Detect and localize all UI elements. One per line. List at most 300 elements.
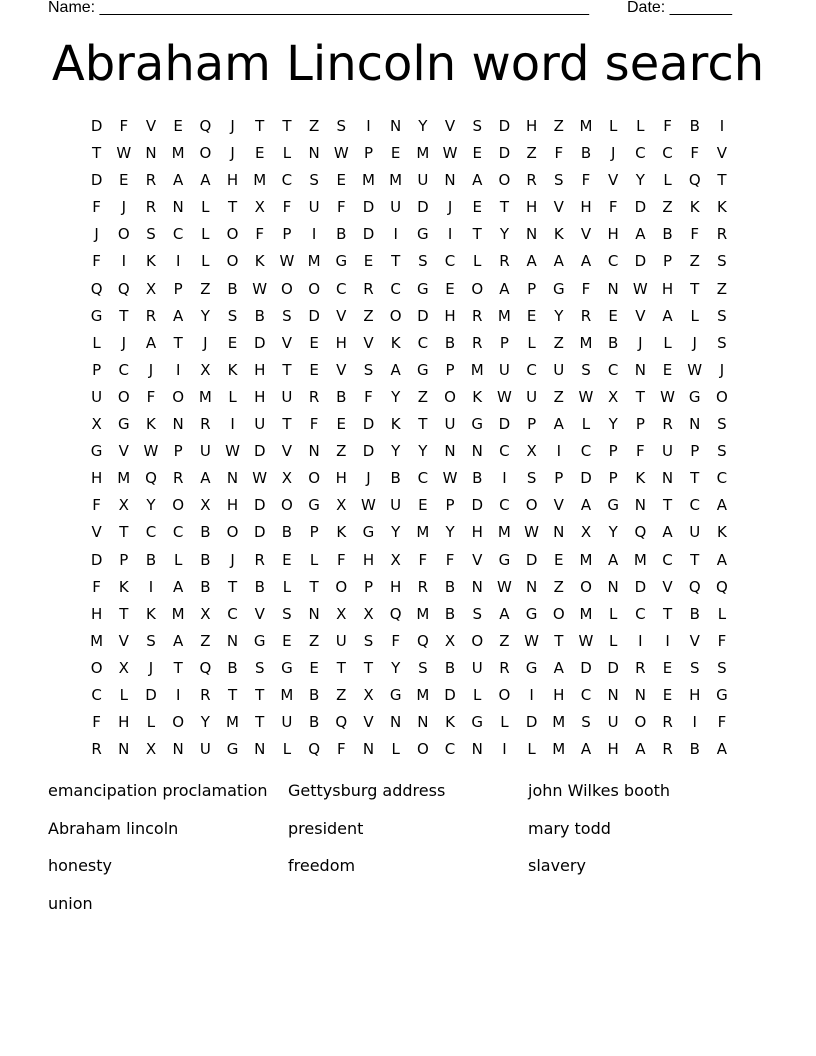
grid-letter: Y <box>554 306 564 325</box>
grid-letter: R <box>363 279 374 298</box>
grid-letter: U <box>553 360 565 379</box>
grid-letter: M <box>198 387 212 406</box>
grid-letter: T <box>173 333 183 352</box>
grid-letter: J <box>203 333 208 352</box>
grid-letter: N <box>417 713 429 732</box>
grid-letter: R <box>499 658 510 677</box>
grid-letter: B <box>689 604 700 623</box>
grid-letter: I <box>175 252 181 271</box>
grid-letter: R <box>580 306 592 325</box>
grid-letter: E <box>309 658 319 677</box>
grid-letter: T <box>227 577 238 596</box>
grid-letter: T <box>635 387 645 406</box>
grid-letter: B <box>254 306 265 325</box>
grid-letter: A <box>173 577 184 596</box>
grid-letter: D <box>607 658 619 677</box>
grid-letter: Z <box>553 333 564 352</box>
grid-letter: N <box>525 577 538 596</box>
grid-letter: K <box>445 713 455 732</box>
grid-letter: X <box>444 631 456 650</box>
grid-letter: O <box>117 387 130 406</box>
grid-letter: A <box>145 333 157 352</box>
grid-letter: C <box>145 523 157 542</box>
grid-letter: A <box>499 604 510 623</box>
grid-letter: O <box>716 387 728 406</box>
grid-letter: C <box>417 469 429 488</box>
grid-letter: T <box>227 198 238 217</box>
grid-letter: M <box>579 550 593 569</box>
grid-letter: A <box>390 360 401 379</box>
grid-letter: I <box>311 225 317 244</box>
grid-letter: K <box>227 360 238 379</box>
grid-letter: P <box>527 415 537 434</box>
grid-letter: R <box>635 658 646 677</box>
grid-letter: U <box>91 387 103 406</box>
grid-letter: A <box>553 415 564 434</box>
grid-letter: F <box>364 387 373 406</box>
grid-letter: N <box>172 415 184 434</box>
grid-letter: X <box>145 279 157 298</box>
grid-letter: E <box>526 306 537 325</box>
grid-letter: P <box>663 252 673 271</box>
grid-letter: Q <box>335 713 348 732</box>
grid-letter: S <box>146 631 156 650</box>
grid-letter: N <box>308 604 320 623</box>
grid-letter: Z <box>308 117 320 135</box>
grid-letter: F <box>146 387 156 406</box>
grid-letter: O <box>444 387 456 406</box>
grid-letter: P <box>527 279 537 298</box>
grid-letter: T <box>119 306 129 325</box>
grid-letter: T <box>717 171 727 190</box>
grid-letter: X <box>336 496 347 515</box>
grid-letter: R <box>472 306 483 325</box>
grid-letter: L <box>690 306 699 325</box>
grid-letter: Z <box>553 577 564 596</box>
grid-letter: Q <box>389 604 402 623</box>
grid-letter: U <box>526 387 538 406</box>
grid-letter: T <box>554 631 564 650</box>
grid-letter: D <box>634 577 647 596</box>
grid-letter: G <box>525 604 538 623</box>
grid-letter: H <box>118 713 130 732</box>
grid-letter: A <box>200 171 211 190</box>
grid-letter: Y <box>445 523 455 542</box>
grid-letter: E <box>554 550 564 569</box>
grid-letter: R <box>172 469 184 488</box>
grid-letter: W <box>442 144 458 163</box>
grid-letter: D <box>253 523 266 542</box>
grid-letter: B <box>444 333 456 352</box>
grid-letter: O <box>226 225 239 244</box>
grid-letter: G <box>308 496 320 515</box>
grid-letter: W <box>687 360 703 379</box>
grid-letter: A <box>472 171 483 190</box>
grid-letter: F <box>445 550 455 569</box>
word-list-item: mary todd <box>528 818 611 838</box>
grid-letter: Y <box>391 387 401 406</box>
grid-letter: D <box>417 306 429 325</box>
grid-letter: A <box>635 740 646 759</box>
grid-letter: A <box>662 306 673 325</box>
grid-letter: P <box>309 523 319 542</box>
grid-letter: T <box>336 658 346 677</box>
grid-letter: T <box>472 225 482 244</box>
grid-letter: E <box>472 198 482 217</box>
grid-letter: Q <box>90 279 103 298</box>
grid-letter: L <box>391 740 400 759</box>
grid-letter: B <box>444 604 456 623</box>
grid-letter: T <box>119 604 129 623</box>
grid-letter: H <box>607 740 619 759</box>
grid-letter: G <box>417 279 429 298</box>
grid-letter: C <box>118 360 130 379</box>
grid-letter: V <box>472 550 483 569</box>
grid-letter: K <box>146 415 156 434</box>
grid-letter: O <box>471 279 484 298</box>
grid-letter: J <box>230 550 235 569</box>
grid-letter: W <box>143 442 159 461</box>
grid-letter: P <box>499 333 509 352</box>
grid-letter: C <box>91 685 102 704</box>
grid-letter: T <box>391 252 401 271</box>
grid-letter: B <box>689 117 700 135</box>
grid-letter: X <box>145 740 157 759</box>
grid-letter: M <box>280 685 294 704</box>
grid-letter: K <box>689 198 700 217</box>
grid-letter: H <box>689 685 701 704</box>
grid-letter: R <box>499 252 510 271</box>
grid-letter: W <box>578 387 594 406</box>
grid-letter: Q <box>688 577 701 596</box>
grid-letter: H <box>90 604 103 623</box>
grid-letter: F <box>581 171 591 190</box>
grid-letter: L <box>146 713 156 732</box>
grid-letter: O <box>172 387 185 406</box>
grid-letter: K <box>118 577 129 596</box>
grid-letter: H <box>580 198 592 217</box>
grid-letter: N <box>226 469 239 488</box>
grid-letter: D <box>90 117 103 135</box>
grid-letter: L <box>608 604 618 623</box>
grid-letter: G <box>552 279 565 298</box>
grid-letter: R <box>308 387 320 406</box>
grid-letter: L <box>527 740 536 759</box>
grid-letter: C <box>499 496 510 515</box>
grid-letter: M <box>389 171 403 190</box>
grid-letter: D <box>362 198 375 217</box>
grid-letter: C <box>172 225 184 244</box>
grid-letter: M <box>416 604 430 623</box>
grid-letter: D <box>525 550 538 569</box>
grid-letter: L <box>636 117 645 135</box>
grid-letter: N <box>634 685 646 704</box>
grid-letter: E <box>390 144 401 163</box>
grid-letter: E <box>309 333 319 352</box>
grid-letter: N <box>145 144 157 163</box>
grid-letter: B <box>227 658 238 677</box>
grid-letter: K <box>390 415 401 434</box>
grid-letter: W <box>361 496 376 515</box>
grid-letter: E <box>608 306 618 325</box>
grid-letter: X <box>281 469 293 488</box>
grid-letter: C <box>635 604 646 623</box>
grid-letter: Q <box>634 523 647 542</box>
grid-letter: Z <box>553 387 564 406</box>
grid-letter: R <box>716 225 728 244</box>
grid-letter: F <box>92 252 101 271</box>
grid-letter: C <box>662 144 673 163</box>
grid-letter: F <box>690 225 700 244</box>
grid-letter: Y <box>418 117 428 135</box>
grid-letter: I <box>366 117 371 135</box>
grid-letter: L <box>92 333 101 352</box>
grid-letter: F <box>636 442 645 461</box>
grid-letter: K <box>716 523 727 542</box>
grid-letter: H <box>226 496 239 515</box>
grid-letter: T <box>282 360 292 379</box>
grid-letter: T <box>690 279 700 298</box>
grid-letter: V <box>336 360 347 379</box>
grid-letter: Y <box>608 523 618 542</box>
grid-letter: H <box>553 685 565 704</box>
grid-letter: S <box>363 631 374 650</box>
grid-letter: D <box>90 550 103 569</box>
grid-letter: L <box>663 171 672 190</box>
grid-letter: B <box>336 225 347 244</box>
grid-letter: O <box>389 306 402 325</box>
grid-letter: B <box>308 685 320 704</box>
grid-letter: I <box>230 415 235 434</box>
grid-letter: C <box>662 550 673 569</box>
grid-letter: E <box>309 360 319 379</box>
grid-letter: B <box>336 387 347 406</box>
grid-letter: M <box>171 144 185 163</box>
grid-letter: U <box>254 415 266 434</box>
grid-letter: F <box>717 631 727 650</box>
grid-letter: N <box>118 740 130 759</box>
grid-letter: A <box>716 550 728 569</box>
grid-letter: D <box>580 469 592 488</box>
grid-letter: I <box>447 225 453 244</box>
grid-letter: S <box>363 360 374 379</box>
grid-letter: A <box>580 496 592 515</box>
grid-letter: K <box>553 225 564 244</box>
grid-letter: H <box>226 171 239 190</box>
grid-letter: V <box>91 523 102 542</box>
grid-letter: D <box>498 415 511 434</box>
grid-letter: L <box>228 387 237 406</box>
grid-letter: Q <box>199 658 212 677</box>
grid-letter: K <box>254 252 265 271</box>
grid-letter: N <box>553 523 565 542</box>
grid-letter: H <box>607 225 619 244</box>
grid-letter: G <box>498 550 511 569</box>
grid-letter: C <box>444 740 456 759</box>
grid-letter: M <box>579 604 593 623</box>
grid-letter: D <box>308 306 320 325</box>
grid-letter: B <box>444 577 456 596</box>
grid-letter: X <box>91 415 102 434</box>
grid-letter: Y <box>391 658 401 677</box>
grid-letter: A <box>553 252 564 271</box>
grid-letter: A <box>200 469 211 488</box>
grid-letter: R <box>200 415 211 434</box>
grid-letter: P <box>690 442 700 461</box>
grid-letter: Z <box>336 685 347 704</box>
grid-letter: L <box>473 252 482 271</box>
grid-letter: I <box>502 740 507 759</box>
grid-letter: T <box>662 496 673 515</box>
grid-letter: E <box>173 117 183 135</box>
grid-letter: B <box>227 279 238 298</box>
grid-letter: W <box>116 144 132 163</box>
grid-letter: Z <box>200 631 211 650</box>
grid-letter: Z <box>499 631 510 650</box>
grid-letter: G <box>389 685 402 704</box>
grid-letter: M <box>416 144 430 163</box>
grid-letter: B <box>200 523 211 542</box>
grid-letter: S <box>418 658 428 677</box>
grid-letter: W <box>279 252 295 271</box>
grid-letter: R <box>662 740 673 759</box>
grid-letter: W <box>496 577 512 596</box>
grid-letter: G <box>117 415 130 434</box>
word-list-item: Abraham lincoln <box>48 818 179 838</box>
grid-letter: J <box>148 658 154 677</box>
grid-letter: E <box>472 144 482 163</box>
grid-letter: E <box>336 171 347 190</box>
grid-letter: Y <box>146 496 156 515</box>
grid-letter: J <box>230 117 235 135</box>
grid-letter: N <box>390 117 402 135</box>
grid-letter: M <box>497 306 511 325</box>
grid-letter: N <box>308 144 320 163</box>
grid-letter: C <box>227 604 238 623</box>
grid-letter: S <box>717 333 727 352</box>
grid-letter: F <box>92 713 101 732</box>
word-list-item: honesty <box>48 856 112 875</box>
grid-letter: Q <box>199 117 212 135</box>
grid-letter: P <box>282 225 292 244</box>
grid-letter: Q <box>416 631 429 650</box>
grid-letter: C <box>417 333 429 352</box>
grid-letter: M <box>633 550 647 569</box>
grid-letter: S <box>309 171 319 190</box>
grid-letter: R <box>472 333 483 352</box>
grid-letter: X <box>363 685 374 704</box>
grid-letter: M <box>552 740 566 759</box>
grid-letter: P <box>445 496 455 515</box>
grid-letter: O <box>308 279 320 298</box>
grid-letter: K <box>146 604 156 623</box>
grid-letter: Z <box>417 387 428 406</box>
grid-letter: G <box>471 415 484 434</box>
grid-letter: C <box>689 496 700 515</box>
grid-letter: H <box>254 387 266 406</box>
grid-letter: V <box>118 631 129 650</box>
grid-letter: V <box>553 496 564 515</box>
grid-letter: J <box>230 144 235 163</box>
grid-letter: J <box>121 333 126 352</box>
grid-letter: I <box>175 360 181 379</box>
grid-letter: V <box>716 144 728 163</box>
grid-letter: M <box>171 604 185 623</box>
grid-letter: L <box>663 333 672 352</box>
grid-letter: D <box>580 658 592 677</box>
grid-letter: P <box>554 469 564 488</box>
grid-letter: Y <box>391 442 401 461</box>
grid-letter: M <box>253 171 267 190</box>
date-field-label: Date: _______ <box>627 0 732 16</box>
grid-letter: Q <box>308 740 320 759</box>
grid-letter: A <box>499 279 510 298</box>
grid-letter: V <box>281 333 293 352</box>
grid-letter: H <box>362 550 375 569</box>
grid-letter: T <box>255 685 265 704</box>
grid-letter: O <box>281 279 293 298</box>
grid-letter: C <box>607 252 619 271</box>
grid-letter: B <box>390 469 401 488</box>
grid-letter: Y <box>200 306 210 325</box>
grid-letter: U <box>390 496 402 515</box>
grid-letter: L <box>201 252 210 271</box>
grid-letter: V <box>118 442 129 461</box>
grid-letter: O <box>90 658 103 677</box>
grid-letter: U <box>689 523 701 542</box>
grid-letter: O <box>498 171 511 190</box>
grid-letter: F <box>418 550 428 569</box>
grid-letter: L <box>201 225 210 244</box>
grid-letter: F <box>255 225 265 244</box>
grid-letter: U <box>281 387 293 406</box>
grid-letter: B <box>444 658 456 677</box>
grid-letter: O <box>308 469 320 488</box>
grid-letter: A <box>716 496 728 515</box>
grid-letter: L <box>201 198 210 217</box>
grid-letter: I <box>692 713 697 732</box>
grid-letter: C <box>635 144 646 163</box>
grid-letter: T <box>282 415 292 434</box>
grid-letter: B <box>608 333 619 352</box>
grid-letter: D <box>253 333 266 352</box>
grid-letter: M <box>361 171 375 190</box>
grid-letter: G <box>716 685 728 704</box>
grid-letter: C <box>444 252 456 271</box>
grid-letter: B <box>689 740 700 759</box>
grid-letter: F <box>717 713 727 732</box>
grid-letter: F <box>119 117 129 135</box>
grid-letter: Q <box>688 171 701 190</box>
grid-letter: C <box>716 469 728 488</box>
grid-letter: S <box>472 604 482 623</box>
grid-letter: M <box>497 523 511 542</box>
grid-letter: L <box>608 117 618 135</box>
grid-letter: V <box>145 117 157 135</box>
grid-letter: H <box>335 469 347 488</box>
grid-letter: G <box>607 496 619 515</box>
grid-letter: X <box>118 496 129 515</box>
name-field-label: Name: _______________________________________________________ <box>48 0 589 16</box>
grid-letter: N <box>471 740 483 759</box>
grid-letter: C <box>607 360 619 379</box>
grid-letter: S <box>717 442 727 461</box>
grid-letter: Z <box>363 306 374 325</box>
grid-letter: K <box>336 523 347 542</box>
grid-letter: J <box>610 144 616 163</box>
grid-letter: R <box>254 550 265 569</box>
grid-letter: C <box>336 279 347 298</box>
